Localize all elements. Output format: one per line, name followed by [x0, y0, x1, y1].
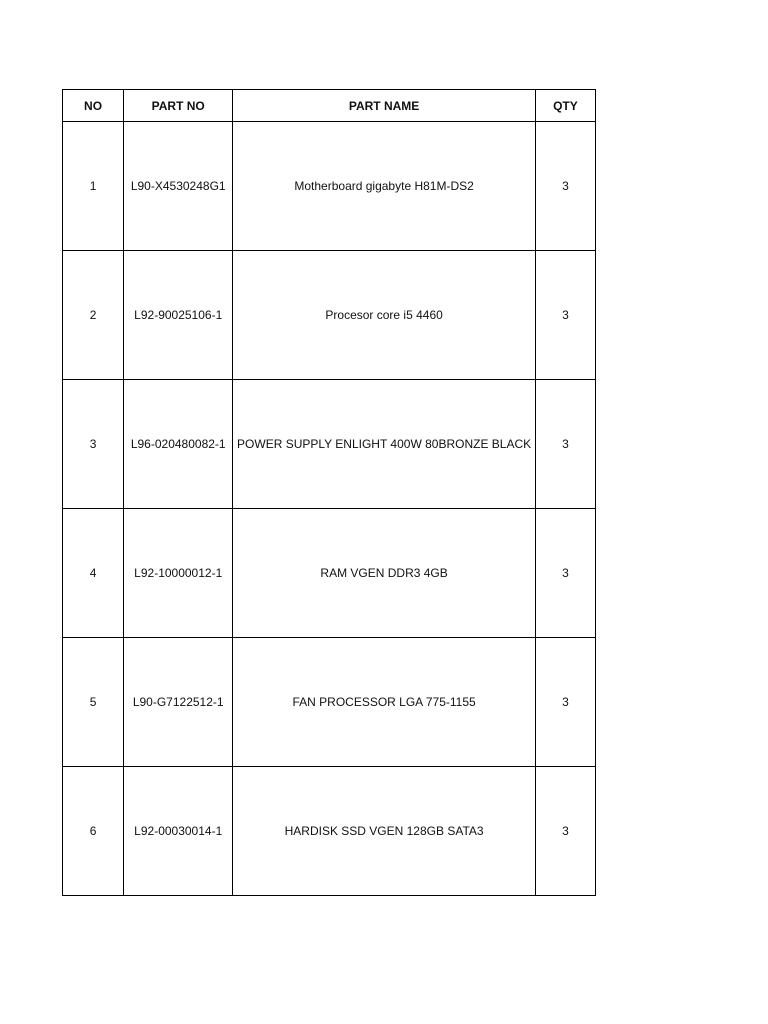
table-row [63, 638, 596, 767]
cell-qty: 3 [535, 251, 595, 380]
cell-qty: 3 [535, 122, 595, 251]
table-body [63, 122, 596, 896]
table-row [63, 122, 596, 251]
table-row [63, 380, 596, 509]
header-qty: QTY [535, 90, 595, 122]
cell-part-name: RAM VGEN DDR3 4GB [233, 509, 536, 638]
cell-part-name: Procesor core i5 4460 [233, 251, 536, 380]
cell-part-name: FAN PROCESSOR LGA 775-1155 [233, 638, 536, 767]
cell-no: 5 [63, 638, 124, 767]
cell-part-no: L90-X4530248G1 [124, 122, 233, 251]
cell-part-name: Motherboard gigabyte H81M-DS2 [233, 122, 536, 251]
parts-table [62, 89, 596, 896]
cell-no: 4 [63, 509, 124, 638]
table-row [63, 767, 596, 896]
cell-qty: 3 [535, 638, 595, 767]
table-row [63, 251, 596, 380]
cell-no: 3 [63, 380, 124, 509]
cell-part-no: L96-020480082-1 [124, 380, 233, 509]
cell-part-name: POWER SUPPLY ENLIGHT 400W 80BRONZE BLACK [233, 380, 536, 509]
cell-part-no: L92-00030014-1 [124, 767, 233, 896]
header-part-name: PART NAME [233, 90, 536, 122]
cell-no: 2 [63, 251, 124, 380]
header-part-no: PART NO [124, 90, 233, 122]
cell-qty: 3 [535, 767, 595, 896]
cell-part-name: HARDISK SSD VGEN 128GB SATA3 [233, 767, 536, 896]
cell-part-no: L92-10000012-1 [124, 509, 233, 638]
table-row [63, 509, 596, 638]
cell-qty: 3 [535, 509, 595, 638]
cell-qty: 3 [535, 380, 595, 509]
cell-no: 6 [63, 767, 124, 896]
cell-part-no: L90-G7122512-1 [124, 638, 233, 767]
header-row [63, 90, 596, 122]
header-no: NO [63, 90, 124, 122]
cell-no: 1 [63, 122, 124, 251]
table-header [63, 90, 596, 122]
cell-part-no: L92-90025106-1 [124, 251, 233, 380]
